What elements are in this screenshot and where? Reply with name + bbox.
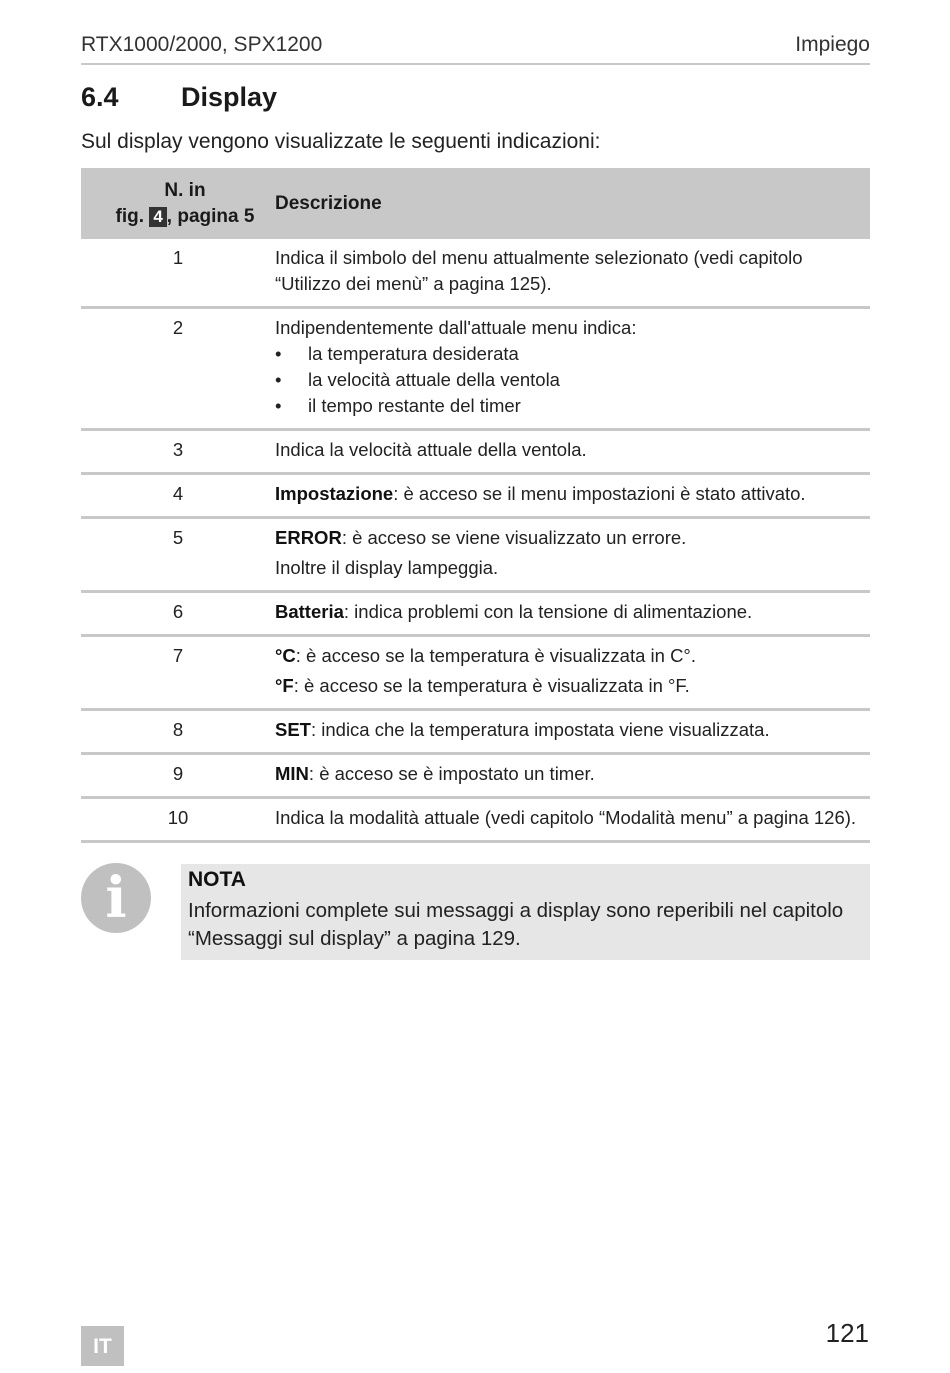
header-chapter: Impiego — [795, 33, 870, 56]
row-text: : indica che la temperatura impostata viene visualizzata. — [310, 719, 770, 740]
row-text-secondary: Inoltre il display lampeggia. — [275, 557, 499, 578]
row-text: Indica il simbolo del menu attualmente selezionato (vedi capitolo “Utilizzo dei menù” a pagina 125). — [275, 247, 803, 294]
row-description — [275, 636, 870, 710]
bullet-list — [275, 341, 870, 419]
page-number: 121 — [825, 1318, 869, 1348]
intro-text: Sul display vengono visualizzate le seguenti indicazioni: — [81, 130, 601, 153]
row-number: 4 — [81, 474, 275, 518]
table-header-row — [81, 168, 870, 239]
term-label: Impostazione — [275, 483, 394, 504]
term-label: MIN — [275, 763, 309, 784]
row-text: Indica la modalità attuale (vedi capitolo “Modalità menu” a pagina 126). — [275, 807, 857, 828]
column-header-fig: fig. — [115, 205, 145, 227]
term-label: Batteria — [275, 601, 344, 622]
row-text: : indica problemi con la tensione di alimentazione. — [343, 601, 753, 622]
table-row — [81, 430, 870, 474]
note-box — [181, 864, 870, 960]
term-label: ERROR — [275, 527, 342, 548]
row-description — [275, 239, 870, 308]
row-number: 10 — [81, 798, 275, 842]
list-item — [275, 393, 870, 419]
row-description — [275, 430, 870, 474]
term-label: SET — [275, 719, 311, 740]
figure-badge: 4 — [149, 207, 166, 227]
table-row — [81, 518, 870, 592]
row-text: : è acceso se la temperatura è visualizzata in °F. — [293, 675, 690, 696]
row-number: 9 — [81, 754, 275, 798]
table-row — [81, 474, 870, 518]
row-description — [275, 308, 870, 430]
language-badge: IT — [81, 1326, 124, 1366]
row-description — [275, 710, 870, 754]
bullet-icon: • — [275, 369, 282, 390]
page-header — [81, 33, 870, 65]
row-text: Indipendentemente dall'attuale menu indica: — [275, 317, 637, 338]
header-model: RTX1000/2000, SPX1200 — [81, 33, 323, 56]
term-label: °F — [275, 675, 294, 696]
table-row — [81, 636, 870, 710]
column-header-number — [81, 168, 275, 239]
row-number: 2 — [81, 308, 275, 430]
row-text: : è acceso se la temperatura è visualizzata in C°. — [295, 645, 696, 666]
column-header-description-label: Descrizione — [275, 192, 382, 214]
note-title: NOTA — [188, 868, 246, 891]
row-text: : è acceso se è impostato un timer. — [308, 763, 595, 784]
row-number: 6 — [81, 592, 275, 636]
bullet-icon: • — [275, 343, 282, 364]
row-description — [275, 798, 870, 842]
row-number: 5 — [81, 518, 275, 592]
section-title: Display — [181, 82, 278, 112]
row-description — [275, 754, 870, 798]
row-description — [275, 518, 870, 592]
list-item — [275, 367, 870, 393]
table-row — [81, 308, 870, 430]
row-number: 1 — [81, 239, 275, 308]
list-item — [275, 341, 870, 367]
row-description — [275, 592, 870, 636]
row-text: : è acceso se il menu impostazioni è stato attivato. — [393, 483, 806, 504]
row-number: 3 — [81, 430, 275, 474]
row-number: 8 — [81, 710, 275, 754]
list-item-text: la temperatura desiderata — [308, 343, 519, 364]
bullet-icon: • — [275, 395, 282, 416]
table-row — [81, 710, 870, 754]
list-item-text: il tempo restante del timer — [308, 395, 521, 416]
row-description — [275, 474, 870, 518]
column-header-line1: N. in — [164, 179, 206, 201]
table-row — [81, 798, 870, 842]
section-heading — [81, 82, 277, 113]
term-label: °C — [275, 645, 296, 666]
info-glyph: i — [105, 865, 127, 931]
row-number: 7 — [81, 636, 275, 710]
info-icon — [81, 863, 151, 933]
note-text: Informazioni complete sui messaggi a display sono reperibili nel capitolo “Messaggi sul display” a pagina 129. — [188, 899, 844, 950]
column-header-description — [275, 168, 870, 239]
table-row — [81, 239, 870, 308]
list-item-text: la velocità attuale della ventola — [308, 369, 560, 390]
section-number: 6.4 — [81, 82, 119, 112]
table-row — [81, 592, 870, 636]
display-table — [81, 168, 870, 843]
column-header-page: , pagina 5 — [166, 205, 255, 227]
table-row — [81, 754, 870, 798]
row-text: : è acceso se viene visualizzato un errore. — [341, 527, 687, 548]
row-text: Indica la velocità attuale della ventola. — [275, 439, 587, 460]
